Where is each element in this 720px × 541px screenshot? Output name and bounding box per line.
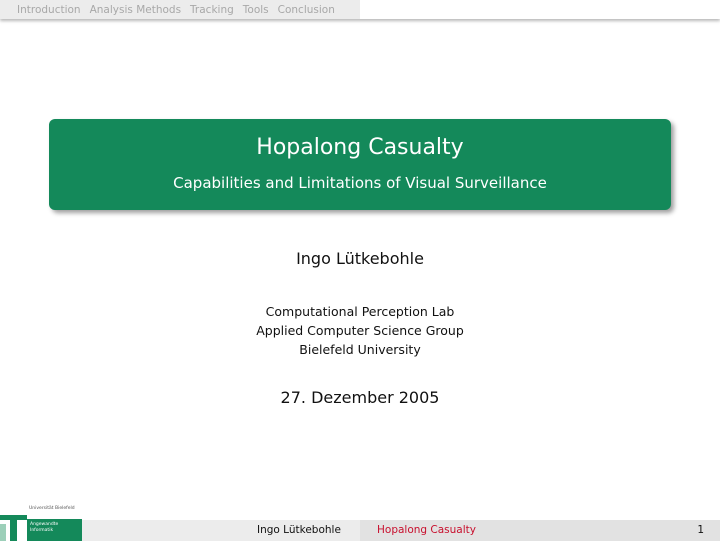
logo-green-block [27,519,82,541]
logo-mark-icon [0,515,27,541]
university-logo [0,506,82,541]
logo-line-2: Informatik [30,528,54,533]
institute-line-lab: Computational Perception Lab [265,304,455,319]
nav-item-tools[interactable]: Tools [242,3,269,16]
footer-author: Ingo Lütkebohle [257,524,341,536]
nav-item-tracking[interactable]: Tracking [190,3,234,16]
section-nav [17,0,335,19]
nav-item-analysis-methods[interactable]: Analysis Methods [89,3,182,16]
title-block [49,119,671,210]
navigation-bar [0,0,720,19]
footer-bar [82,520,720,541]
presentation-date: 27. Dezember 2005 [280,388,440,407]
institute-line-university: Bielefeld University [299,342,421,357]
nav-item-introduction[interactable]: Introduction [17,3,81,16]
logo-university-text: Universität Bielefeld [29,506,75,511]
author-name: Ingo Lütkebohle [296,249,424,268]
logo-line-1: Angewandte [30,522,59,527]
footer-title: Hopalong Casualty [377,524,476,536]
institute-line-group: Applied Computer Science Group [256,323,464,338]
presentation-title: Hopalong Casualty [256,135,464,160]
institute-block [0,302,720,359]
nav-item-conclusion[interactable]: Conclusion [277,3,335,16]
page-number: 1 [697,524,704,536]
presentation-subtitle: Capabilities and Limitations of Visual Surveillance [173,174,547,192]
